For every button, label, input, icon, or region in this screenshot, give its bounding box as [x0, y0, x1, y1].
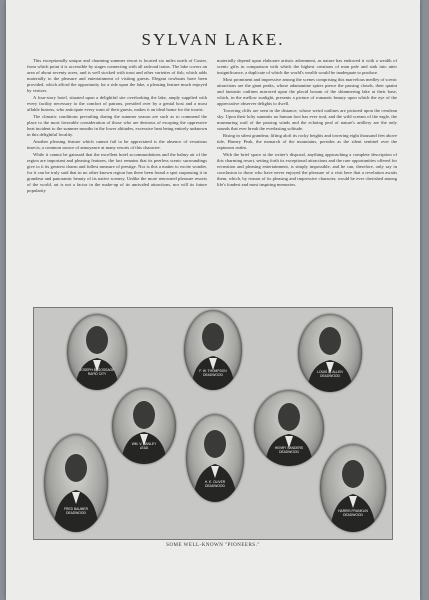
paragraph: A four-story hotel, situated upon a delightful site overlooking the lake, amply supplied with every facility necessary to the comfort of patrons, presided over by a genial host and a most affable hostess, who anticipate every want of their guests, makes it an ideal home for the tourist.: [27, 94, 207, 112]
portrait-name: F. W. THOMPSON: [199, 369, 227, 373]
portrait-name: WM. V. HANLEY: [131, 442, 157, 446]
paragraph: With the brief space at the writer's disposal, anything approaching a complete description of this charming resort, setting forth its exceptional attractions and the rare opportunities offered for recreation and pleasing entertainment, is simply impossible, and he can, therefore, only say in conclusion to those who have never enjoyed the pleasure of a visit here that a revelation awaits them, which, by reason of its pleasing and impressive character, would be ever cherished among life's fondest and most inspiring memories.: [217, 152, 397, 187]
portrait-location: DEADWOOD: [343, 512, 363, 517]
portrait-location: DEADWOOD: [320, 373, 340, 378]
article-body: [27, 58, 397, 296]
paragraph: While it cannot be gainsaid that the excellent hotel accommodations and the balmy air of the region are important and pleasing features, the fact remains that its peerless scenic surroundings give to it its greatest charm and fullest measure of prestige. Nor is this a matter to excite wonder, for it can be truly said that in no other known region has there been found a spot surpassing it in grandeur and panoramic beauty of its native scenery. Unlike the more renowned pleasure resorts of the world, art is not a factor in the make-up of its unrivaled attractions, nor will its future popularity: [27, 152, 207, 193]
portrait-name: HARRIS FRANKLIN: [338, 509, 368, 513]
portrait-location: DEADWOOD: [66, 510, 86, 515]
paragraph: Most prominent and impressive among the scenes comprising this marvelous medley of scenic attractions are the giant peaks, whose adamantine spires pierce the passing clouds, their quaint and fantastic outlines mirrored upon the placid bosom of the shimmering lake at their base, which, in the mellow sunlight, presents a picture of romantic beauty upon which the eye of the appreciative observer delights to dwell.: [217, 77, 397, 106]
paragraph: materially depend upon elaborate artistic adornment, as nature has endowed it with a wealth of scenic gifts in comparison with which the highest creations of man pale and sink into utter insignificance, a duplicate of which the world's wealth would be inadequate to produce.: [217, 58, 397, 75]
portrait-name: FRED BAUMER: [64, 507, 88, 511]
portrait-location: RAPID CITY: [87, 371, 107, 376]
portrait-photo: [298, 314, 362, 392]
portrait-collage: [33, 307, 393, 540]
photo-caption: SOME WELL-KNOWN "PIONEERS.": [166, 543, 260, 548]
portrait-photo: [254, 390, 324, 466]
portrait-photo: [67, 314, 127, 390]
portrait-name: HENRY SANDERS: [274, 446, 304, 450]
page-title: SYLVAN LAKE.: [141, 30, 285, 49]
paragraph: Towering cliffs are seen in the distance, whose weird outlines are pictured upon the cerulean sky. Upon their lofty summits no human foot has ever trod, and the wild scream of the eagle, the murmuring wail of the passing winds and the echoing peal of nature's artillery are the only sounds that ever break the everlasting solitude.: [217, 108, 397, 131]
portrait-photo: [44, 434, 108, 532]
paragraph: Rising in silent grandeur, lifting aloft its rocky heights and towering eight thousand feet above tide, Harney Peak, the monarch of the mountains, presides as the silent sentinel over the rapturous realm.: [217, 133, 397, 150]
right-column: [217, 58, 397, 296]
paragraph: The climatic conditions prevailing during the summer season are such as to commend the place to the most favorable consideration of those who are desirous of escaping the oppressive heat incident to the summer months in the lower altitudes, excessive heat being entirely unknown in this delightful locality.: [27, 113, 207, 137]
portrait-photo: [184, 310, 242, 390]
paragraph: Another pleasing feature which cannot fail to be appreciated is the absence of vexatious insects, a common source of annoyance at many resorts of this character.: [27, 138, 207, 150]
document-page: [6, 0, 420, 600]
portrait-name: LOUIS G. ALLEN: [317, 370, 343, 374]
paragraph: This exceptionally unique and charming summer resort is located six miles north of Custer, from which point it is accessible by stages connecting with all railroad trains. The lake covers an area of about seventy acres, and is well stocked with trout and other varieties of fish, which adds materially to the pleasure and entertainment of visiting guests. Elegant rowboats have been provided, which afford the opportunity for a ride upon the lake, a pleasing feature much enjoyed by visitors.: [27, 58, 207, 93]
portrait-location: LEAD: [139, 445, 149, 450]
portrait-location: DEADWOOD: [205, 483, 225, 488]
portrait-photo: [186, 414, 244, 502]
left-column: [27, 58, 207, 296]
portrait-photo: [112, 388, 176, 464]
portrait-name: JOSEPH B. GOSSAGE: [79, 368, 115, 372]
portrait-name: H. E. OLIVER: [204, 480, 226, 484]
portrait-location: DEADWOOD: [279, 449, 299, 454]
portrait-photo: [320, 444, 386, 532]
portrait-location: DEADWOOD: [203, 372, 223, 377]
